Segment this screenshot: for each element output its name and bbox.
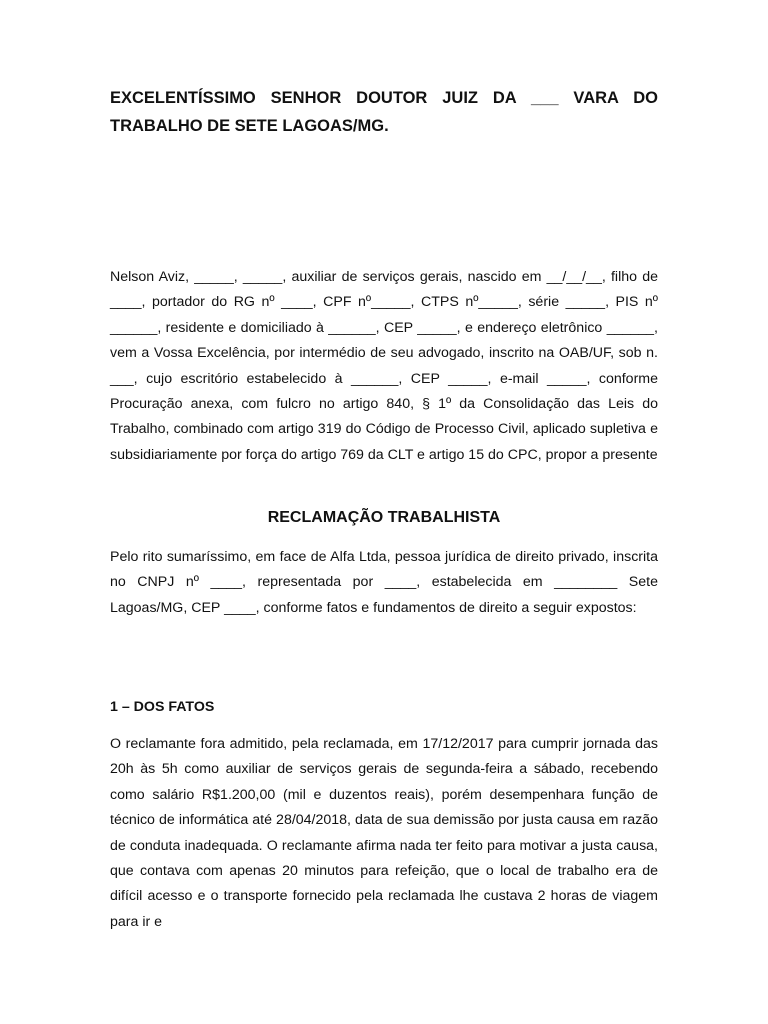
section-heading-facts: 1 – DOS FATOS	[110, 699, 215, 715]
respondent-paragraph: Pelo rito sumaríssimo, em face de Alfa Ltda, pessoa jurídica de direito privado, inscrita no CNPJ nº ____, representada por ____, estabelecida em ________ Sete Lagoas/MG, CEP ____, conforme fatos e fundamentos de direito a seguir expostos:	[110, 549, 658, 616]
facts-paragraph: O reclamante fora admitido, pela reclamada, em 17/12/2017 para cumprir jornada das 20h às 5h como auxiliar de serviços gerais de segunda-feira a sábado, recebendo como salário R$1.200,00 (mil e duzentos reais), porém desempenhara função de técnico de informática até 28/04/2018, data de sua demissão por justa causa em razão de conduta inadequada. O reclamante afirma nada ter feito para motivar a justa causa, que contava com apenas 20 minutos para refeição, que o local de trabalho era de difícil acesso e o transporte fornecido pela reclamada lhe custava 2 horas de viagem para ir e	[110, 736, 658, 930]
plaintiff-qualification-paragraph: Nelson Aviz, _____, _____, auxiliar de serviços gerais, nascido em __/__/__, filho de ____, portador do RG nº ____, CPF nº_____, CTPS nº_____, série _____, PIS nº ______, residente e domiciliado à ______, CEP _____, e endereço eletrônico ______, vem a Vossa Excelência, por intermédio de seu advogado, inscrito na OAB/UF, sob n. ___, cujo escritório estabelecido à ______, CEP _____, e-mail _____, conforme Procuração anexa, com fulcro no artigo 840, § 1º da Consolidação das Leis do Trabalho, combinado com artigo 319 do Código de Processo Civil, aplicado supletiva e subsidiariamente por força do artigo 769 da CLT e artigo 15 do CPC, propor a presente	[110, 269, 658, 463]
document-title: RECLAMAÇÃO TRABALHISTA	[267, 509, 501, 526]
court-address-heading: EXCELENTÍSSIMO SENHOR DOUTOR JUIZ DA ___ VARA DO TRABALHO DE SETE LAGOAS/MG.	[110, 89, 658, 135]
